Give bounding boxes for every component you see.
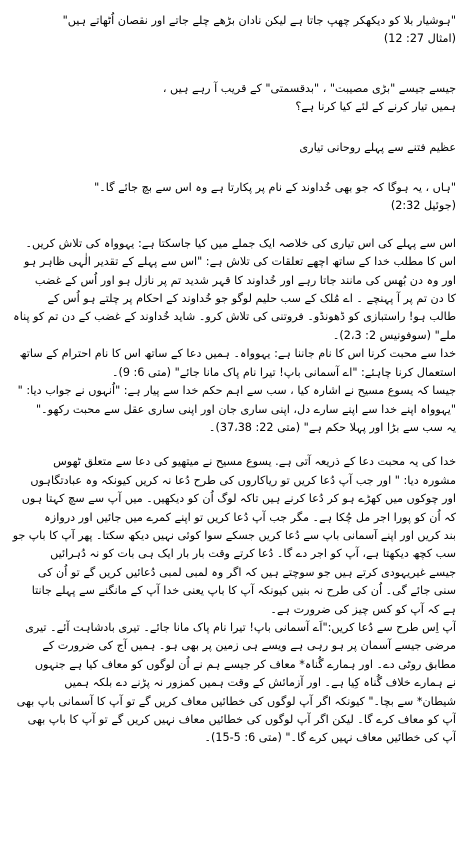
joel-quote bbox=[8, 179, 456, 216]
paragraph-line: کا دن تم پر آ پہنچے ۔ اے مُلک کے سب حلیم لوگو جو خُداوند کے احکام پر چلتے ہو اُس کے bbox=[47, 292, 456, 306]
paragraph-line: استعمال کرنا چاہئے: "اے آسمانی باپ! تیرا نام پاک مانا جائے" (متی 6: 9)۔ bbox=[111, 365, 456, 379]
paragraph-line: ہے کہ آپ کو کس چیز کی ضرورت ہے۔ bbox=[270, 602, 456, 616]
paragraph-line: شیطان* سے بچا۔" کیونکہ اگر آپ لوگوں کی خطائیں معاف کریں گے تو آپ کا آسمانی باپ بھی bbox=[16, 694, 456, 708]
opening-quote bbox=[8, 12, 456, 49]
joel-quote-reference: (جوئیل 2:32) bbox=[390, 199, 456, 213]
article bbox=[8, 4, 456, 843]
paragraph-prayer-advice bbox=[8, 453, 456, 619]
section-heading-text: عظیم فتنے سے پہلے روحانی تیاری bbox=[299, 140, 456, 154]
paragraph-line: جیسے غیریہودی کرتے ہیں جو سوچتے ہیں کہ اگر وہ لمبی لمبی دُعائیں کریں گے تو اُن کی bbox=[37, 565, 456, 579]
paragraph-line: مشورہ دیا: " اور جب آپ دُعا کریں تو ریاکاروں کی طرح دُعا نہ کریں کیونکہ وہ عبادتگاہوں bbox=[30, 473, 456, 487]
paragraph-line: ملے" (سوفونیس 2: 2،3)۔ bbox=[332, 328, 456, 342]
paragraph-line: یہ سب سے بڑا اور پہلا حکم ہے" (متی 22: 37،38)۔ bbox=[208, 420, 456, 434]
intro-line: جیسے جیسے "بڑی مصیبت" ، "بدقسمتی" کے قریب آ رہے ہیں ، bbox=[162, 81, 456, 95]
paragraph-line: خدا سے محبت کرنا اس کا نام جاننا ہے: یہوواہ۔ ہمیں دعا کے ساتھ اس کا نام احترام کے ساتھ bbox=[19, 347, 456, 361]
section-heading bbox=[8, 139, 456, 157]
paragraph-line: طالب ہو! راستبازی کو ڈھونڈو۔ فروتنی کی تلاش کرو۔ شاید خُداوند کے غضب کے دن تم کو پناہ bbox=[13, 310, 456, 324]
paragraph-line: مرضی جیسے آسمان پر ہو رہی ہے ویسے ہی زمین پر بھی ہو۔ ہمیں آج کی ضرورت کے bbox=[42, 639, 456, 653]
paragraph-line: نے ہمارے خلاف گُناہ کِیا ہے۔ اور آزمائش کے وقت ہمیں کمزور نہ پڑنے دے بلکہ ہمیں bbox=[64, 676, 456, 690]
paragraph-line: آپ کی خطائیں معاف نہیں کرے گا۔" (متی 6: 5-15)۔ bbox=[204, 731, 456, 745]
paragraph-line: بند کریں اور اپنے آسمانی باپ سے دُعا کریں جسکے سوا کوئی نہیں دیکھ سکتا۔ پھر آپ کا باپ جو bbox=[12, 528, 456, 542]
paragraph-line: "یہوواہ اپنے خدا سے اپنے سارے دل، اپنی ساری جان اور اپنی ساری عقل سے محبت رکھو۔" bbox=[35, 402, 456, 416]
paragraph-love-god bbox=[8, 345, 456, 437]
paragraph-line: آپ اِس طرح سے دُعا کریں:"اَے آسمانی باپ! تیرا نام پاک مانا جائے۔ تیری بادشاہت آئے۔ تیری bbox=[25, 620, 456, 634]
paragraph-line: آپ کو معاف کرے گا۔ لیکن اگر آپ لوگوں کی خطائیں معاف نہیں کریں گے تو آپ کا باپ بھی bbox=[27, 713, 456, 726]
paragraph-line: اس سے پہلے کی اس تیاری کی خلاصہ ایک جملے میں کیا جاسکتا ہے: یہوواہ کی تلاش کریں۔ bbox=[25, 236, 456, 250]
paragraph-line: سب کچھ دیکھتا ہے، آپ کو اجر دے گا۔ دُعا کرتے وقت بار بار ایک ہی بات کو نہ دُہرائیں bbox=[50, 547, 456, 561]
intro-question bbox=[8, 80, 456, 117]
opening-quote-text: "ہوشیار بلا کو دیکھکر چھپ جاتا ہے لیکن نادان بڑھے چلے جاتے اور نقصان اُٹھاتے ہیں" bbox=[62, 14, 456, 27]
paragraph-line: خدا کی یہ محبت دعا کے ذریعہ آتی ہے. یسوع مسیح نے میتھیو کی دعا سے متعلق ٹھوس bbox=[53, 455, 456, 469]
paragraph-line: مطابق روٹی دے۔ اور ہمارے گُناہ* معاف کر جیسے ہم نے اُن لوگوں کو معاف کیا ہے جنہوں bbox=[34, 657, 456, 671]
paragraph-line: جیسا کہ یسوع مسیح نے اشارہ کیا ، سب سے اہم حکم خدا سے پیار ہے: "اُنہوں نے جواب دیا: " bbox=[17, 384, 456, 398]
intro-line: ہمیں تیار کرنے کے لئے کیا کرنا ہے؟ bbox=[295, 100, 456, 114]
paragraph-seek-jehovah bbox=[8, 235, 456, 345]
paragraph-line: سنی جائے گی۔ اُن کی طرح نہ بنیں کیونکہ آپ کا باپ یعنی خدا آپ کے مانگنے سے پہلے جانتا bbox=[31, 584, 456, 598]
paragraph-line: کہ اُن کو پورا اجر مل چُکا ہے۔ مگر جب آپ دُعا کریں تو اپنے کمرے میں جائیں اور دروازہ bbox=[44, 510, 456, 524]
paragraph-lords-prayer bbox=[8, 619, 456, 748]
opening-quote-reference: (امثال 27: 12) bbox=[383, 32, 456, 46]
paragraph-line: اور چوکوں میں کھڑے ہو کر دُعا کرنے ہیں تاکہ لوگ اُن کو دیکھیں۔ میں آپ سے سچ کہتا ہوں bbox=[21, 492, 456, 506]
paragraph-line: اور وہ دن بُھس کی مانند جاتا رہے اور خُداوند کا قہر شدید تم پر نازل ہو اور اُس کے غضب bbox=[34, 273, 456, 287]
joel-quote-text: "ہاں ، یہ ہوگا کہ جو بھی خُداوند کے نام پر پکارتا ہے وہ اس سے بچ جائے گا۔" bbox=[94, 181, 456, 195]
paragraph-line: اس کا مطلب خدا کے ساتھ اچھے تعلقات کی تلاش ہے: "اس سے پہلے کے تقدیر الٰہی ظاہر ہو bbox=[24, 255, 456, 269]
